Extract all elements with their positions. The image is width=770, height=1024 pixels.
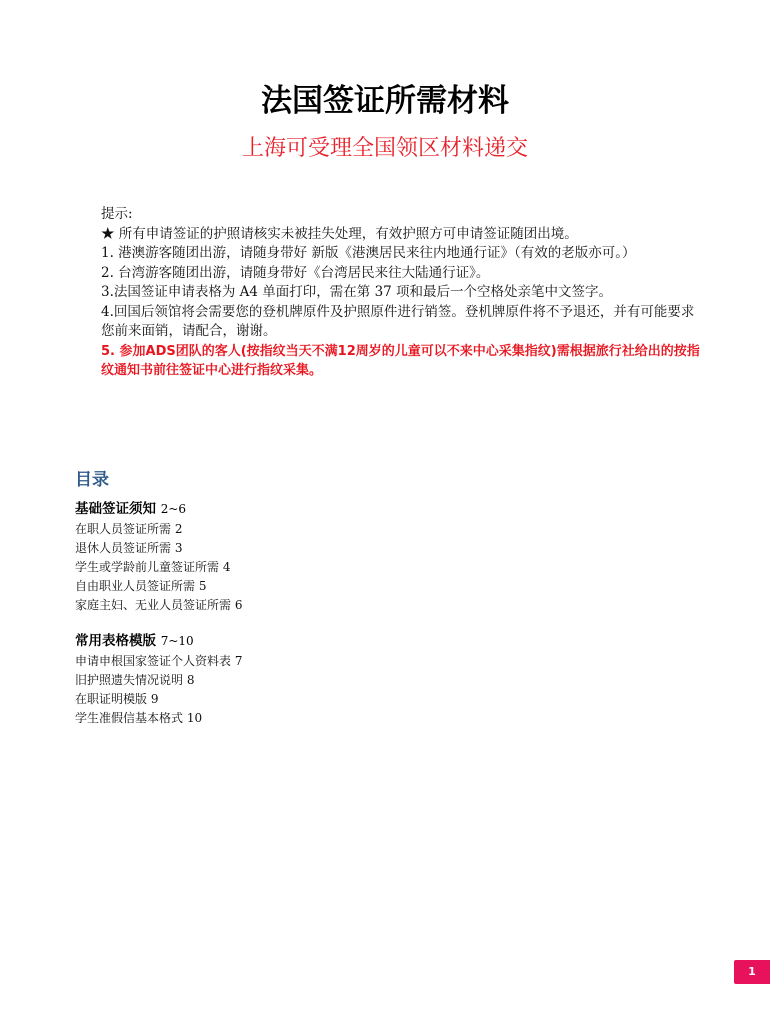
- page-number-badge: 1: [734, 960, 770, 984]
- tips-line: 1. 港澳游客随团出游，请随身带好 新版《港澳居民来往内地通行证》（有效的老版亦可。）: [101, 245, 636, 261]
- toc-item[interactable]: 学生准假信基本格式 10: [75, 711, 203, 725]
- toc-item[interactable]: 退休人员签证所需 3: [75, 541, 183, 555]
- toc-item[interactable]: 旧护照遗失情况说明 8: [75, 673, 195, 687]
- tips-line: 4.回国后领馆将会需要您的登机牌原件及护照原件进行销签。登机牌原件将不予退还，并有可能要求您前来面销，请配合，谢谢。: [101, 303, 695, 339]
- fingerprint-notice: 5. 参加ADS团队的客人(按指纹当天不满12周岁的儿童可以不来中心采集指纹)需根据旅行社给出的按指纹通知书前往签证中心进行指纹采集。: [101, 343, 700, 378]
- toc-item[interactable]: 自由职业人员签证所需 5: [75, 579, 207, 593]
- toc-item[interactable]: 在职证明模版 9: [75, 692, 159, 706]
- toc-section-title[interactable]: [75, 498, 475, 520]
- toc-item[interactable]: 学生或学龄前儿童签证所需 4: [75, 560, 231, 574]
- tips-line: 3.法国签证申请表格为 A4 单面打印，需在第 37 项和最后一个空格处亲笔中文签字。: [101, 284, 613, 300]
- toc-heading: 目录: [75, 470, 109, 490]
- toc-section-range: 7~10: [160, 634, 194, 648]
- toc-item[interactable]: 家庭主妇、无业人员签证所需 6: [75, 598, 243, 612]
- page-subtitle: 上海可受理全国领区材料递交: [241, 136, 528, 161]
- toc-section-forms: [75, 630, 475, 728]
- toc-section-basic: [75, 498, 475, 615]
- page-title: 法国签证所需材料: [261, 83, 509, 119]
- toc-item[interactable]: 在职人员签证所需 2: [75, 522, 183, 536]
- toc-section-name: 常用表格模版: [75, 633, 156, 649]
- toc-section-range: 2~6: [160, 502, 187, 516]
- tips-block: [101, 205, 701, 381]
- tips-line: ★ 所有申请签证的护照请核实未被挂失处理，有效护照方可申请签证随团出境。: [101, 225, 578, 242]
- toc-section-name: 基础签证须知: [75, 501, 156, 517]
- tips-label: 提示:: [101, 206, 133, 222]
- toc-section-title[interactable]: [75, 630, 475, 652]
- toc-item[interactable]: 申请申根国家签证个人资料表 7: [75, 654, 243, 668]
- tips-line: 2. 台湾游客随团出游，请随身带好《台湾居民来往大陆通行证》。: [101, 264, 490, 281]
